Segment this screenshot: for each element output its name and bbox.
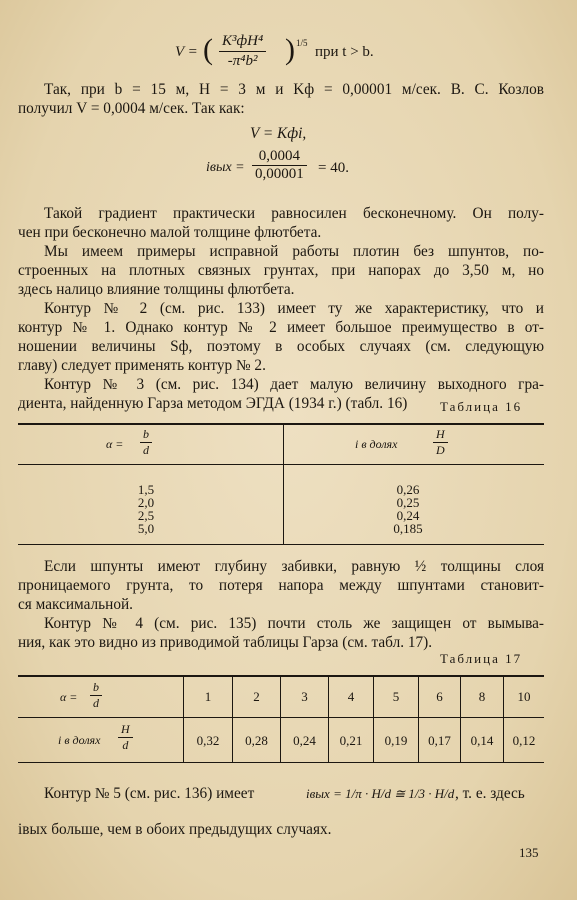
- table17-row2-num: H: [118, 722, 133, 738]
- para8-line2: iвых больше, чем в обоих предыдущих случаях.: [18, 821, 332, 838]
- para1-line2: получил V = 0,0004 м/сек. Так как:: [18, 100, 245, 117]
- table16-header-rule: [18, 464, 544, 465]
- table17-i-cell: 0,32: [196, 733, 220, 748]
- table16-col2-frac: [433, 427, 448, 458]
- formula-i-num: 0,0004: [252, 148, 307, 166]
- table16-row-a: 2,5: [137, 508, 155, 523]
- table17-i-cell: 0,19: [384, 733, 408, 748]
- para8-line1-start: Контур № 5 (см. рис. 136) имеет: [44, 785, 255, 802]
- table17-a-cell: 1: [204, 689, 212, 704]
- para8-line1-end: , т. е. здесь: [455, 785, 525, 802]
- table16-row-i: 0,24: [396, 508, 420, 523]
- table16-row-i: 0,26: [396, 482, 420, 497]
- formula-i-den: 0,00001: [255, 166, 304, 182]
- table17-a-cell: 5: [392, 689, 400, 704]
- formula-top-lhs: V =: [175, 44, 198, 60]
- table16-col1-frac: [140, 427, 152, 458]
- table17-a-cell: 2: [253, 689, 260, 704]
- table16-row-i: 0,185: [393, 521, 423, 536]
- table16-bottom-rule: [18, 544, 544, 545]
- table17-row2-frac: [118, 722, 133, 753]
- table17-i-cell: 0,24: [293, 733, 316, 748]
- para4-line1: Контур № 2 (см. рис. 133) имеет ту же характеристику, что и: [44, 300, 544, 317]
- formula-top-exponent: 1/5: [296, 38, 308, 48]
- table17-a-cell: 6: [436, 689, 443, 704]
- table17-a-cell: 4: [347, 689, 355, 704]
- para3-line2: строенных на плотных связных грунтах, при напорах до 3,50 м, но: [18, 262, 544, 279]
- para4-line3: ношении величины Sф, поэтому в особых случаях (см. следующую: [18, 338, 544, 355]
- para7-line1: Контур № 4 (см. рис. 135) почти столь же защищен от вымыва-: [44, 615, 544, 632]
- table16-row-a: 1,5: [137, 482, 155, 497]
- formula-i-lhs: iвых =: [206, 160, 245, 175]
- para5-line2: диента, найденную Гарза методом ЭГДА (1934 г.) (табл. 16): [18, 395, 408, 412]
- table17-mid-rule: [18, 717, 544, 718]
- table16-col2-den: D: [436, 443, 445, 457]
- para2-line1: Такой градиент практически равносилен бесконечному. Он полу-: [44, 205, 544, 222]
- formula-top-num: K³фH⁴: [219, 32, 266, 52]
- table16-col2-num: H: [433, 427, 448, 443]
- table17-i-cell: 0,17: [428, 733, 451, 748]
- para4-line2: контур № 1. Однако контур № 2 имеет большое преимущество в от-: [18, 319, 544, 336]
- table16-row-a: 5,0: [137, 521, 155, 536]
- page-number: 135: [519, 845, 539, 860]
- table17-row1-den: d: [93, 696, 99, 710]
- table16-col2-header: [355, 425, 495, 463]
- para3-line1: Мы имеем примеры исправной работы плотин без шпунтов, по-: [44, 243, 544, 260]
- table17-title: Таблица 17: [440, 651, 523, 666]
- formula-i: [206, 148, 366, 188]
- para2-line2: чен при бесконечно малой толщине флютбета.: [18, 224, 322, 241]
- formula-top-condition: при t > b.: [315, 44, 374, 60]
- para4-line4: главу) следует применять контур № 2.: [18, 357, 266, 374]
- table17-a-cell: 3: [301, 689, 308, 704]
- table17-row1-header: [60, 678, 170, 716]
- table17-row1-num: b: [90, 680, 102, 696]
- table17-i-cell: 0,28: [245, 733, 268, 748]
- para6-line3: ся максимальной.: [18, 596, 133, 613]
- table16-col2-prefix: i в долях: [355, 437, 398, 451]
- table17-row1-prefix: α =: [60, 690, 78, 704]
- book-page: V = ( K³фH⁴ -π⁴b² ) 1/5 при t > b. Так, при b = 15 м, H = 3 м и Kф = 0,00001 м/сек. В. С. Козлов получил V = 0,0004 м/сек. Так как: V = Kфi, iвых = $\frac{0,0004}{0,00001}$ = 40. Такой градиент практически равносилен бесконечному. Он полу- чен при бесконечно малой толщине флютбета. Мы имеем примеры исправной работы плотин без шпунтов, по- строенных на плотных связных грунтах, при напорах до 3,50 м, но здесь налицо влияние толщины флютбета. Контур № 2 (см. рис. 133) имеет ту же характеристику, что и контур № 1. Однако контур № 2 имеет большое преимущество в от- ношении величины Sф, поэтому в особых случаях (см. следующую главу) следует применять контур № 2. Контур № 3 (см. рис. 134) дает малую величину выходного гра- диента, найденную Гарза методом ЭГДА (1934 г.) (табл. 16) Таблица 16 α = $\frac{b}{d}$ i в долях $\frac{H}{D}$ 1,5 0,26 2,0 0,25 2,5 0,24 5,0 0,185 Если шпунты имеют глубину забивки, равную ½ толщины слоя проницаемого грунта, то потеря напора между шпунтами становит- ся максимальной. Контур № 4 (см. рис. 135) почти столь же защищен от вымыва- ния, как это видно из приводимой таблицы Гарза (см. табл. 17). Таблица 17 α = $\frac{b}{d}$ i в долях $\frac{H}{d}$ 1 2 3 4 5 6 8 10 0,32 0,28 0,24 0,21 0,19 0,17 0,14 0,12 Контур № 5 (см. рис. 136) имеет iвых = 1/π · H/d ≅ 1/3 · H/d , т. е. здесь iвых больше, чем в обоих предыдущих случаях. 135: [0, 0, 577, 900]
- table16-col1-prefix: α =: [106, 437, 124, 451]
- table17-a-cell: 10: [517, 689, 531, 704]
- formula-top-fraction: [219, 32, 266, 71]
- table16-title: Таблица 16: [440, 399, 523, 414]
- formula-top-den: -π⁴b²: [227, 53, 258, 69]
- table17-i-cell: 0,12: [512, 733, 536, 748]
- table16-col1-header: [100, 425, 220, 463]
- table17-row1-frac: [90, 680, 102, 711]
- para3-line3: здесь налицо влияние толщины флютбета.: [18, 281, 295, 298]
- table17-row2-den: d: [122, 738, 129, 752]
- table17-bottom-rule: [18, 762, 544, 763]
- table16-col1-den: d: [143, 443, 149, 457]
- para7-line2: ния, как это видно из приводимой таблицы Гарза (см. табл. 17).: [18, 634, 433, 651]
- formula-i-fraction: [252, 148, 307, 183]
- para5-line1: Контур № 3 (см. рис. 134) дает малую величину выходного гра-: [44, 376, 544, 393]
- para8-formula: iвых = 1/π · H/d ≅ 1/3 · H/d: [306, 786, 455, 801]
- formula-v: V = Kфi,: [250, 125, 307, 142]
- para1-line1: Так, при b = 15 м, H = 3 м и Kф = 0,00001 м/сек. В. С. Козлов: [44, 81, 544, 98]
- table17-row2-prefix: i в долях: [58, 733, 101, 747]
- table17-row2-header: [58, 720, 182, 760]
- para6-line1: Если шпунты имеют глубину забивки, равную ½ толщины слоя: [44, 558, 544, 575]
- table16-col-divider: [283, 423, 284, 544]
- formula-i-rhs: = 40.: [318, 160, 349, 176]
- table16-row-i: 0,25: [396, 495, 420, 510]
- table17-i-cell: 0,21: [339, 733, 363, 748]
- table17-a-cell: 8: [478, 689, 486, 704]
- para6-line2: проницаемого грунта, то потеря напора между шпунтами становит-: [18, 577, 544, 594]
- table17-top-rule: [18, 675, 544, 677]
- table17-i-cell: 0,14: [470, 733, 494, 748]
- table16-col1-num: b: [140, 427, 152, 443]
- table16-row-a: 2,0: [137, 495, 155, 510]
